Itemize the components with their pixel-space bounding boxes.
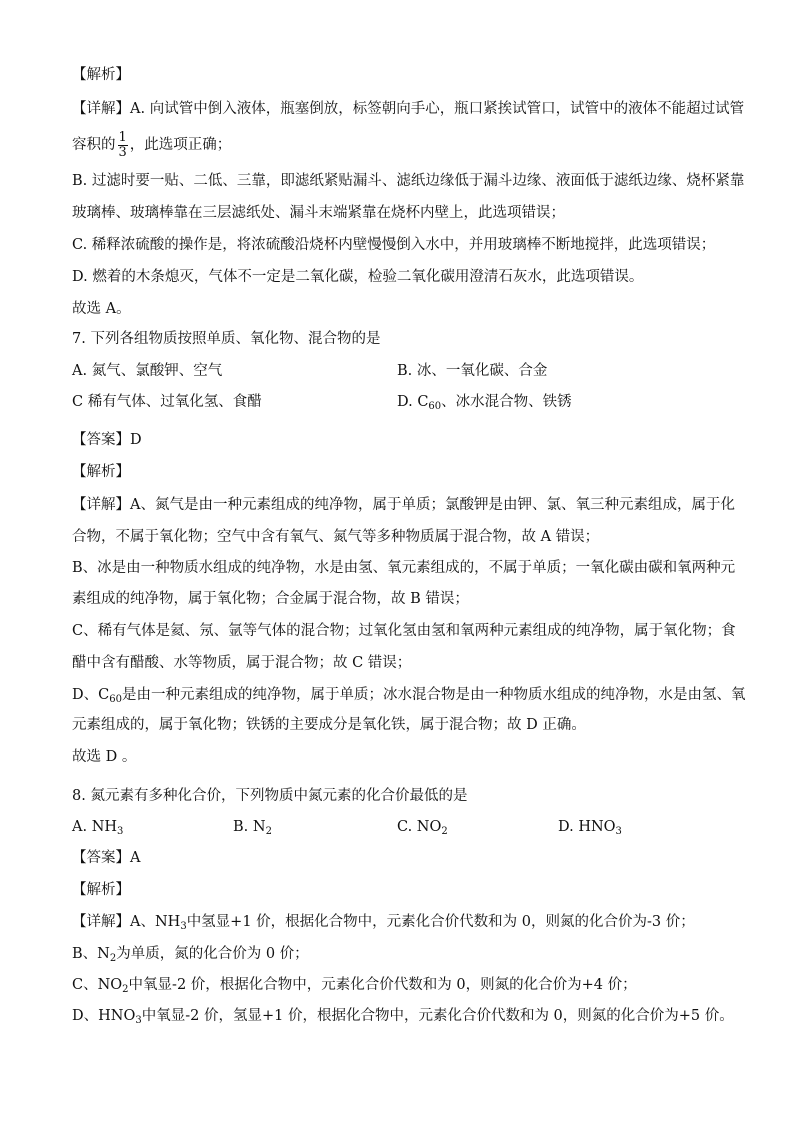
q8-detail-d-pre: D、HNO — [72, 1008, 136, 1024]
fraction-one-third — [118, 131, 128, 160]
q7-option-d-sub: 60 — [428, 401, 442, 412]
q8-option-b-sub: 2 — [265, 826, 272, 837]
q6-detail-b-line1: B. 过滤时要一贴、二低、三靠，即滤纸紧贴漏斗、滤纸边缘低于漏斗边缘、液面低于滤纸边缘、烧杯紧靠 — [72, 173, 745, 189]
q7-detail-d-line2: 元素组成的，属于氧化物；铁锈的主要成分是氧化铁，属于混合物；故 D 正确。 — [72, 717, 586, 733]
q8-detail-a-sub: 3 — [180, 921, 187, 932]
q8-option-d-sub: 3 — [615, 826, 622, 837]
fraction-denominator: 3 — [118, 144, 127, 160]
q7-conclusion: 故选 D 。 — [72, 749, 137, 765]
q7-detail-a-line2: 合物，不属于氧化物；空气中含有氧气、氮气等多种物质属于混合物，故 A 错误； — [72, 529, 600, 545]
q8-stem: 8. 氮元素有多种化合价，下列物质中氮元素的化合价最低的是 — [72, 788, 468, 804]
q8-detail-d — [72, 1007, 734, 1030]
q8-detail-d-post: 中氧显-2 价，氢显+1 价，根据化合物中，元素化合价代数和为 0，则氮的化合价为+5 价。 — [141, 1008, 734, 1024]
q8-option-c-sub: 2 — [441, 826, 448, 837]
q6-detail-a-line2-pre: 容积的 — [72, 137, 116, 153]
q8-detail-b — [72, 945, 309, 968]
q8-option-b-pre: B. N — [233, 819, 266, 835]
q8-detail-d-sub: 3 — [135, 1015, 142, 1026]
q8-detail-b-pre: B、N — [72, 946, 110, 962]
q6-detail-a-line1: 【详解】A. 向试管中倒入液体，瓶塞倒放，标签朝向手心，瓶口紧挨试管口，试管中的液体不能超过试管 — [72, 101, 745, 117]
q7-detail-b-line1: B、冰是由一种物质水组成的纯净物，水是由氢、氧元素组成的，不属于单质；一氧化碳由碳和氧两种元 — [72, 560, 736, 576]
q8-detail-b-sub: 2 — [109, 953, 117, 964]
q7-jiexi-label: 【解析】 — [72, 464, 130, 480]
q8-option-b — [233, 818, 272, 841]
q7-option-b: B. 冰、一氧化碳、合金 — [397, 363, 548, 379]
q7-detail-b-line2: 素组成的纯净物，属于氧化物；合金属于混合物，故 B 错误； — [72, 591, 469, 607]
q6-jiexi-label: 【解析】 — [72, 67, 130, 83]
q7-detail-a-line1: 【详解】A、氮气是由一种元素组成的纯净物，属于单质；氯酸钾是由钾、氯、氧三种元素组成，属于化 — [72, 497, 735, 513]
q8-detail-a — [72, 913, 695, 936]
fraction-numerator: 1 — [118, 129, 127, 145]
q7-detail-d-sub: 60 — [109, 694, 122, 705]
q7-option-a: A. 氮气、氯酸钾、空气 — [72, 363, 223, 379]
q7-detail-d-post: 是由一种元素组成的纯净物，属于单质；冰水混合物是由一种物质水组成的纯净物，水是由氢、氧 — [121, 687, 746, 703]
q6-conclusion: 故选 A。 — [72, 301, 131, 317]
q8-jiexi-label: 【解析】 — [72, 882, 130, 898]
q8-option-c-pre: C. NO — [397, 819, 442, 835]
q6-detail-c: C. 稀释浓硫酸的操作是，将浓硫酸沿烧杯内壁慢慢倒入水中，并用玻璃棒不断地搅拌，此选项错误； — [72, 237, 716, 253]
q6-detail-a-line2 — [72, 130, 231, 160]
q7-option-d-post: 、冰水混合物、铁锈 — [441, 394, 572, 410]
q7-detail-d-line1 — [72, 686, 745, 709]
q8-option-a — [72, 818, 123, 841]
q6-detail-b-line2: 玻璃棒、玻璃棒靠在三层滤纸处、漏斗末端紧靠在烧杯内壁上，此选项错误； — [72, 205, 565, 221]
q8-answer: 【答案】A — [72, 850, 141, 866]
q7-stem: 7. 下列各组物质按照单质、氧化物、混合物的是 — [72, 331, 381, 347]
q7-option-d — [397, 393, 572, 416]
q8-option-d-pre: D. HNO — [558, 819, 616, 835]
q8-detail-c-sub: 2 — [122, 984, 129, 995]
q7-option-d-pre: D. C — [397, 394, 429, 410]
q8-detail-c-pre: C、NO — [72, 977, 123, 993]
q8-detail-a-post: 中氢显+1 价，根据化合物中，元素化合价代数和为 0，则氮的化合价为-3 价； — [186, 914, 695, 930]
q8-detail-c-post: 中氧显-2 价，根据化合物中，元素化合价代数和为 0，则氮的化合价为+4 价； — [128, 977, 637, 993]
q7-detail-d-pre: D、C — [72, 687, 110, 703]
q8-option-d — [558, 818, 622, 841]
q7-option-c: C 稀有气体、过氧化氢、食醋 — [72, 394, 262, 410]
q8-option-a-pre: A. NH — [72, 819, 118, 835]
q6-detail-a-line2-post: ，此选项正确； — [129, 137, 232, 153]
q8-option-a-sub: 3 — [117, 826, 124, 837]
q6-detail-d: D. 燃着的木条熄灭，气体不一定是二氧化碳，检验二氧化碳用澄清石灰水，此选项错误。 — [72, 269, 644, 285]
q8-detail-b-post: 为单质，氮的化合价为 0 价； — [116, 946, 309, 962]
q8-option-c — [397, 818, 448, 841]
q8-detail-c — [72, 976, 637, 999]
q7-detail-c-line1: C、稀有气体是氦、氖、氩等气体的混合物；过氧化氢由氢和氧两种元素组成的纯净物，属于氧化物；食 — [72, 623, 736, 639]
q8-detail-a-pre: 【详解】A、NH — [72, 914, 181, 930]
q7-answer: 【答案】D — [72, 432, 142, 448]
q7-detail-c-line2: 醋中含有醋酸、水等物质，属于混合物；故 C 错误； — [72, 655, 412, 671]
